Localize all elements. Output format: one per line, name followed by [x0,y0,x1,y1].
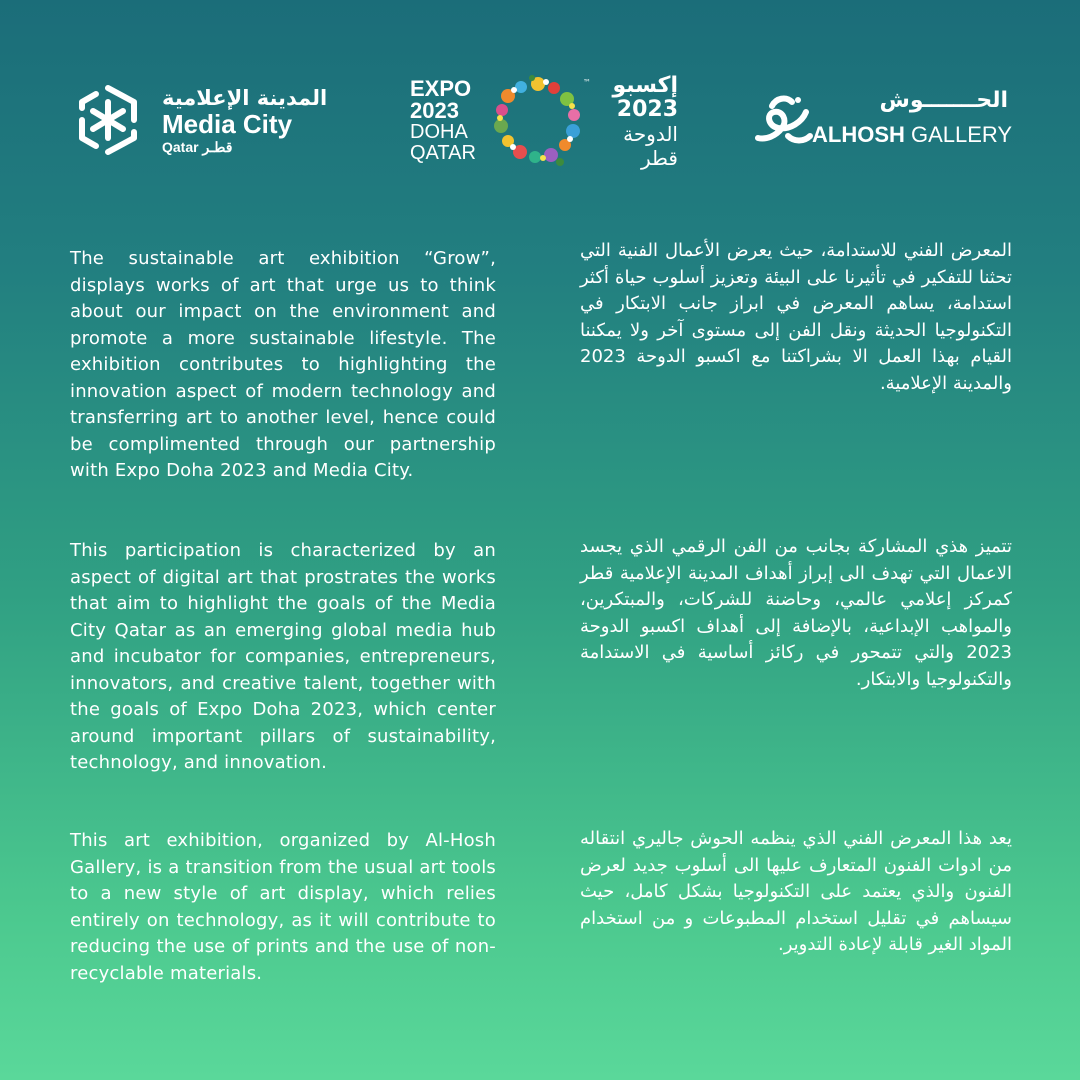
arabic-paragraph-2: تتميز هذي المشاركة بجانب من الفن الرقمي الذي يجسد الاعمال التي تهدف الى إبراز أهداف المدينة الإعلامية قطر كمركز إعلامي عالمي، وحاضنة للشركات، والمبتكرين، والمواهب الإبداعية، بالإضافة إلى أهداف اكسبو الدوحة 2023 والتي تتمحور في ركائز أساسية في الاستدامة والتكنولوجيا والابتكار. [580,536,1012,690]
expo-ar-line3: الدوحة [623,122,678,146]
expo-ar-line1: إكسبو [612,73,678,98]
english-paragraph-2: This participation is characterized by an aspect of digital art that prostrates the works that aim to highlight the goals of the Media City Qatar as an emerging global media hub and incubator for companies, entrepreneurs, innovators, and creative talent, together with the goals of Expo Doha 2023, which center around important pillars of sustainability, technology, and innovation. [70,540,496,773]
media-city-logo [68,78,338,164]
expo-english-wordmark [410,78,490,164]
expo-flower-ring-icon [488,70,588,170]
alhosh-arabic-name: الحـــــــوش [879,88,1008,113]
arabic-paragraph-1: المعرض الفني للاستدامة، حيث يعرض الأعمال الفنية التي تحثنا للتفكير في تأثيرنا على البيئة وتعزيز أسلوب حياة أكثر استدامة، يساهم المعرض في ابراز جانب الابتكار في التكنولوجيا الحديثة ونقل الفن إلى مستوى آخر ولا يمكننا القيام بهذا العمل الا بشراكتنا مع اكسبو الدوحة 2023 والمدينة الإعلامية. [580,240,1012,394]
expo-ar-line2: 2023 [616,97,678,122]
expo-trademark: ™ [583,78,591,87]
expo-en-line1: EXPO [410,76,472,101]
media-city-arabic-name: المدينة الإعلامية [162,86,328,110]
expo-en-line2: 2023 [410,98,459,123]
expo-en-line4: QATAR [410,142,476,164]
expo-logo [410,72,678,172]
expo-arabic-wordmark [588,74,678,170]
media-city-english-name: Media City [162,109,293,139]
expo-ar-line4: قطر [640,146,678,170]
expo-en-line3: DOHA [410,121,468,143]
media-city-hexagon-icon [68,80,148,160]
alhosh-english-bold: ALHOSH [812,122,905,147]
media-city-country: Qatar قطـر [162,139,233,155]
arabic-paragraph-3: يعد هذا المعرض الفني الذي ينظمه الحوش جاليري انتقاله من ادوات الفنون المتعارف عليها الى أسلوب جديد لعرض الفنون والذي يعتمد على التكنولوجيا بشكل كامل، حيث سيساهم في تقليل استخدام المطبوعات و من استخدام المواد الغير قابلة لإعادة التدوير. [580,828,1012,955]
english-paragraph-1: The sustainable art exhibition “Grow”, displays works of art that urge us to think about our impact on the environment and promote a more sustainable lifestyle. The exhibition contributes to highlighting the innovation aspect of modern technology and transferring art to another level, hence could be complimented through our partnership with Expo Doha 2023 and Media City. [70,248,496,481]
alhosh-calligraphy-icon [752,92,814,148]
alhosh-english-light: GALLERY [904,122,1013,147]
logo-bar [0,0,1080,200]
alhosh-english-name [812,122,1012,148]
english-paragraph-3: This art exhibition, organized by Al-Hosh Gallery, is a transition from the usual art tools to a new style of art display, which relies entirely on technology, as it will contribute to reducing the use of prints and the use of non-recyclable materials. [70,830,496,984]
alhosh-gallery-logo [752,88,1012,154]
